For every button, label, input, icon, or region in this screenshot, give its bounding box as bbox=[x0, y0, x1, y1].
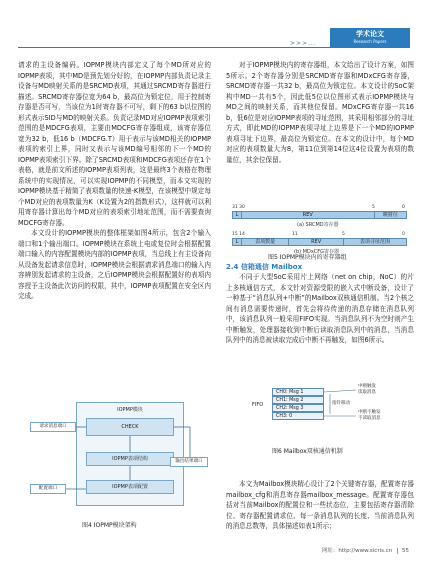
section-tab bbox=[330, 28, 410, 47]
srcmd-subcaption: (a) SRCMD寄存器 bbox=[297, 222, 339, 228]
figure-5-caption: 图5 IOPMP模块内的寄存器组 bbox=[268, 254, 347, 261]
figure-4 bbox=[30, 402, 208, 517]
right-paragraph-2: 不同于大型SoC采用片上网络（net on chip，NoC）的片上多核通信方式，本文针对资源受限的嵌入式中断设备，设计了一种基于“消息队列+中断”的Mailbox双核通信机制。当2个核之间有消息需要传递时，首先会将待传递的消息存储在消息队列中，该消息队列一般采用FIFO实现。当消息队列不为空时则产生中断触发，处理器接收到中断后读取消息队列中的消息，当消息队列中的消息被读取完成后中断不再触发，如图6所示。 bbox=[226, 273, 414, 344]
srcmd-map-field: 映射位 bbox=[382, 212, 398, 218]
mdcfg-bit-5: 5 bbox=[342, 232, 345, 237]
mdcfg-rev-field: REV bbox=[289, 239, 343, 245]
section-en: Research Papers bbox=[353, 39, 387, 44]
figure-4-caption: 图4 IOPMP模块架构 bbox=[82, 522, 137, 529]
table-config-box: IOPMP表项配置 bbox=[86, 480, 174, 494]
output-port-label: 输出结果端口 bbox=[170, 457, 208, 467]
srcmd-lock-field: L bbox=[233, 212, 242, 218]
figure-6 bbox=[252, 378, 402, 440]
srcmd-rev-field: REV bbox=[242, 212, 375, 218]
left-paragraph-2: 本文设计的IOPMP模块的整体框架如图4所示，包含2个输入端口和1个输出端口。IOPMP模块在系统上电或复位时会根据配置端口输入的内容配置模块内部的IOPMP表项，当总线上有主设备向从设备发起请求信息时，IOPMP模块会根据请求消息端口的输入内容辨别发起请求的主设备，之后IOPMP模块会根据配置好的表项内容授予主设备此次访问的权限，其中，IOPMP表项配置在安全区内完成。 bbox=[18, 229, 211, 300]
figure-6-arrows bbox=[252, 378, 402, 440]
mdcfg-register bbox=[232, 238, 407, 246]
section-title: 2.4 信箱通信 Mailbox bbox=[226, 263, 303, 271]
right-column-mid bbox=[226, 272, 414, 346]
right-paragraph-3: 本文为Mailbox模块精心设计了2个关键寄存器，配置寄存器mailbox_cfg和消息寄存器mailbox_message。配置寄存器包括对当前Mailbox的配置位和一些状态位，主要包括寄存器清除位、寄存器配置请求位、每一条消息队列的长度、当前消息队列的消息总数等，具体描述如表1所示； bbox=[226, 480, 414, 530]
config-port-label: 配置端口 bbox=[30, 484, 66, 494]
note-no-trigger: 中断不触发 不读取消息 bbox=[358, 410, 381, 421]
fifo-label: FIFO bbox=[252, 402, 264, 408]
fifo-row-0: CH0: Msg 1 bbox=[272, 388, 324, 396]
srcmd-register bbox=[232, 211, 407, 219]
right-column-top bbox=[226, 60, 414, 165]
mdcfg-count-field: 表项数量 bbox=[242, 239, 290, 245]
right-column-bottom bbox=[226, 479, 414, 532]
mdcfg-bit-11: 11 bbox=[292, 232, 298, 237]
srcmd-bit-31-30: 31 30 bbox=[232, 205, 245, 210]
header-arrows: >>>... bbox=[290, 40, 317, 47]
footer-site: 网址：http://www.sicris.cn bbox=[321, 548, 393, 554]
left-paragraph-1: 请求的主设备编码。IOPMP模块内部定义了每个MD所对应的IOPMP表项，其中MD是预先划分好的，在IOPMP内部负责记录主设备与MD映射关系的是SRCMD表项，其通过SRCMD寄存器进行描述。SRCMD寄存器位宽为64 b，最高位为锁定位，用于控制寄存器是否可写，当该位为1时寄存器不可写，剩下的63 b以位图的形式表示SID与MD的映射关系。负责记录MD对应IOPMP表项索引范围的是MDCFG表项，主要由MDCFG寄存器组成，该寄存器位宽为32 b，低16 b（MDCFG.T）用于表示与该MD相关的IOPMP表项的索引上界，同时又表示与该MD编号相邻的下一个MD的IOPMP表项索引下界。除了SRCMD表项和MDCFG表项还存在1个表格，就是前文所述的IOPMP表项列表，这是最终3个表格在物理系统中的实现情况，可以实现IOPMP的不同模型，而本文实现的IOPMP模块基于精简了表项数量的快速-K模型，在该模型中规定每个MD对应的表项数量为K（K设置为2的指数形式），这样就可以利用寄存器计算出每个MD对应的表项索引地址范围，而不需要查询MDCFG寄存器。 bbox=[18, 61, 211, 227]
figure-6-caption: 图6 Mailbox双核通信机制 bbox=[272, 448, 343, 455]
section-cn: 学术论文 bbox=[356, 30, 384, 38]
fifo-row-1: CH1: Msg 2 bbox=[272, 396, 324, 404]
srcmd-bit-0: 0 bbox=[402, 205, 405, 210]
iopmp-module-title: IOPMP模块 bbox=[117, 407, 143, 413]
left-column bbox=[18, 60, 211, 302]
note-trigger: 中断触发 读取消息 bbox=[358, 384, 376, 395]
mdcfg-bit-0: 0 bbox=[402, 232, 405, 237]
page-number: 55 bbox=[397, 548, 409, 554]
request-port-label: 请求消息端口 bbox=[30, 422, 76, 432]
entry-table-box: IOPMP表项结构 bbox=[86, 452, 174, 466]
header-rule bbox=[18, 47, 410, 48]
note-pointer: 指针移动 bbox=[332, 401, 350, 406]
mdcfg-subcaption: (b) MDxCFG寄存器 bbox=[294, 249, 340, 255]
mdcfg-range-field: 表项寻址范围 bbox=[359, 239, 390, 245]
figure-4-arrows bbox=[30, 402, 208, 517]
fifo-row-2: CH2: Msg 3 bbox=[272, 404, 324, 412]
footer bbox=[322, 546, 409, 554]
srcmd-bit-5: 5 bbox=[372, 205, 375, 210]
right-paragraph-1: 对于IOPMP模块内的寄存器组，本文给出了设计方案，如图5所示。2个寄存器分别是SRCMD寄存器和MDxCFG寄存器，SRCMD寄存器一共32 b，最高位为锁定位。本文设计的SoC架构中MD一共有5个，因此低5位以位图形式表示IOPMP模块与MD之间的映射关系，而其他位保留。MDxCFG寄存器一共16 b，低6位是对应IOPMP表项的寻址范围，其采用相邻部分的寻址方式，即此MD的IOPMP表项寻址上边界是下一个MD的IOPMP表项寻址下边界，最高位为锁定位。在本文的设计中，每个MD对应的表项数量大为8，第11位到第14位这4位设置为表项的数量位，其余位保留。 bbox=[226, 61, 414, 164]
check-box: CHECK bbox=[86, 418, 174, 436]
mdcfg-lock-field: L bbox=[233, 239, 242, 245]
mdcfg-bit-15-14: 15 14 bbox=[232, 232, 245, 237]
fifo-row-3: CH3: 0 bbox=[272, 412, 324, 420]
